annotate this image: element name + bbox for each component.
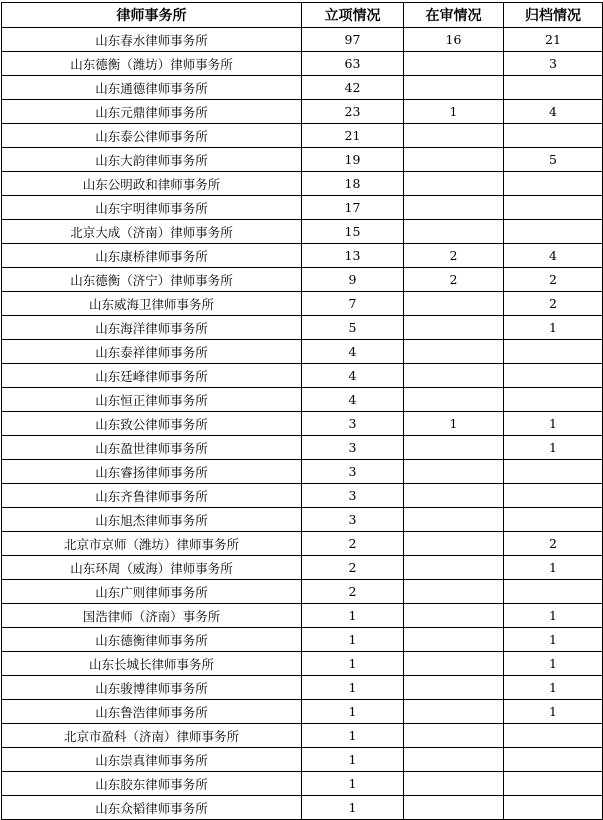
table-row [2,76,603,100]
filed-count-cell: 42 [302,76,404,100]
table-row [2,460,603,484]
pending-count-cell [404,748,504,772]
archived-count-cell: 1 [504,652,603,676]
pending-count-cell [404,532,504,556]
firm-name-cell: 山东宇明律师事务所 [2,196,302,220]
archived-count-cell: 1 [504,556,603,580]
header-row [2,3,603,28]
pending-count-cell [404,52,504,76]
pending-count-cell [404,196,504,220]
table-row [2,676,603,700]
archived-count-cell: 1 [504,628,603,652]
table-row [2,580,603,604]
pending-count-cell [404,508,504,532]
firm-name-cell: 山东春水律师事务所 [2,28,302,52]
table-row [2,772,603,796]
archived-count-cell: 2 [504,268,603,292]
firm-name-cell: 北京市盈科（济南）律师事务所 [2,724,302,748]
firm-name-cell: 山东胶东律师事务所 [2,772,302,796]
filed-count-cell: 23 [302,100,404,124]
firm-name-cell: 山东长城长律师事务所 [2,652,302,676]
firm-name-cell: 山东泰公律师事务所 [2,124,302,148]
firm-name-cell: 山东广则律师事务所 [2,580,302,604]
firm-name-cell: 山东鲁浩律师事务所 [2,700,302,724]
firm-name-cell: 山东元鼎律师事务所 [2,100,302,124]
table-row [2,388,603,412]
table-row [2,604,603,628]
firm-name-cell: 山东盈世律师事务所 [2,436,302,460]
table-row [2,292,603,316]
pending-count-cell [404,676,504,700]
archived-count-cell: 1 [504,700,603,724]
firm-name-cell: 北京大成（济南）律师事务所 [2,220,302,244]
filed-count-cell: 63 [302,52,404,76]
filed-count-cell: 2 [302,532,404,556]
table-row [2,628,603,652]
archived-count-cell: 4 [504,244,603,268]
table-row [2,556,603,580]
pending-count-cell [404,484,504,508]
pending-count-cell [404,604,504,628]
filed-count-cell: 7 [302,292,404,316]
archived-count-cell [504,196,603,220]
table-row [2,364,603,388]
table-row [2,484,603,508]
table-row [2,508,603,532]
firm-name-cell: 国浩律师（济南）事务所 [2,604,302,628]
table-row [2,268,603,292]
table-row [2,220,603,244]
pending-count-cell: 2 [404,268,504,292]
firm-name-cell: 山东崇真律师事务所 [2,748,302,772]
pending-count-cell [404,220,504,244]
filed-count-cell: 2 [302,556,404,580]
archived-count-cell [504,460,603,484]
pending-count-cell [404,340,504,364]
archived-count-cell [504,124,603,148]
header-pending: 在审情况 [404,3,504,28]
filed-count-cell: 1 [302,700,404,724]
firm-name-cell: 山东众韬律师事务所 [2,796,302,820]
archived-count-cell [504,796,603,820]
filed-count-cell: 4 [302,364,404,388]
archived-count-cell: 1 [504,436,603,460]
table-body [2,28,603,820]
table-row [2,52,603,76]
table-row [2,124,603,148]
archived-count-cell: 2 [504,532,603,556]
pending-count-cell [404,124,504,148]
pending-count-cell: 1 [404,100,504,124]
pending-count-cell [404,628,504,652]
filed-count-cell: 1 [302,772,404,796]
archived-count-cell [504,172,603,196]
pending-count-cell: 1 [404,412,504,436]
pending-count-cell [404,388,504,412]
archived-count-cell: 21 [504,28,603,52]
pending-count-cell [404,436,504,460]
pending-count-cell [404,292,504,316]
table-row [2,724,603,748]
pending-count-cell: 2 [404,244,504,268]
pending-count-cell [404,724,504,748]
filed-count-cell: 3 [302,484,404,508]
table-row [2,244,603,268]
pending-count-cell [404,796,504,820]
filed-count-cell: 1 [302,652,404,676]
table-header [2,3,603,28]
pending-count-cell [404,700,504,724]
filed-count-cell: 3 [302,436,404,460]
firm-name-cell: 山东睿扬律师事务所 [2,460,302,484]
firm-name-cell: 山东康桥律师事务所 [2,244,302,268]
firm-name-cell: 山东通德律师事务所 [2,76,302,100]
table-row [2,100,603,124]
archived-count-cell [504,364,603,388]
archived-count-cell [504,484,603,508]
pending-count-cell [404,148,504,172]
filed-count-cell: 3 [302,460,404,484]
firm-name-cell: 山东骏博律师事务所 [2,676,302,700]
pending-count-cell [404,556,504,580]
filed-count-cell: 3 [302,412,404,436]
header-archived: 归档情况 [504,3,603,28]
archived-count-cell: 3 [504,52,603,76]
archived-count-cell [504,76,603,100]
pending-count-cell [404,652,504,676]
filed-count-cell: 3 [302,508,404,532]
firm-name-cell: 山东海洋律师事务所 [2,316,302,340]
firm-name-cell: 山东廷峰律师事务所 [2,364,302,388]
header-firm: 律师事务所 [2,3,302,28]
table-row [2,148,603,172]
pending-count-cell [404,316,504,340]
table-row [2,652,603,676]
table-row [2,748,603,772]
archived-count-cell: 5 [504,148,603,172]
filed-count-cell: 19 [302,148,404,172]
table-row [2,436,603,460]
filed-count-cell: 21 [302,124,404,148]
archived-count-cell: 1 [504,412,603,436]
archived-count-cell: 1 [504,604,603,628]
pending-count-cell [404,460,504,484]
firm-name-cell: 山东恒正律师事务所 [2,388,302,412]
archived-count-cell [504,508,603,532]
filed-count-cell: 1 [302,604,404,628]
archived-count-cell [504,724,603,748]
table-row [2,172,603,196]
firm-name-cell: 山东旭杰律师事务所 [2,508,302,532]
filed-count-cell: 17 [302,196,404,220]
pending-count-cell: 16 [404,28,504,52]
archived-count-cell: 4 [504,100,603,124]
table-row [2,700,603,724]
firm-name-cell: 山东致公律师事务所 [2,412,302,436]
archived-count-cell [504,388,603,412]
archived-count-cell [504,772,603,796]
filed-count-cell: 1 [302,676,404,700]
archived-count-cell [504,580,603,604]
filed-count-cell: 5 [302,316,404,340]
pending-count-cell [404,772,504,796]
filed-count-cell: 4 [302,340,404,364]
firm-name-cell: 山东德衡（济宁）律师事务所 [2,268,302,292]
table-row [2,196,603,220]
pending-count-cell [404,364,504,388]
filed-count-cell: 15 [302,220,404,244]
firm-name-cell: 山东齐鲁律师事务所 [2,484,302,508]
filed-count-cell: 18 [302,172,404,196]
filed-count-cell: 1 [302,796,404,820]
archived-count-cell [504,748,603,772]
header-filed: 立项情况 [302,3,404,28]
archived-count-cell: 1 [504,676,603,700]
archived-count-cell: 1 [504,316,603,340]
table-row [2,532,603,556]
firm-name-cell: 山东大韵律师事务所 [2,148,302,172]
law-firm-table [1,2,603,820]
archived-count-cell [504,220,603,244]
table-row [2,316,603,340]
filed-count-cell: 9 [302,268,404,292]
firm-name-cell: 山东环周（威海）律师事务所 [2,556,302,580]
archived-count-cell [504,340,603,364]
filed-count-cell: 1 [302,724,404,748]
pending-count-cell [404,580,504,604]
filed-count-cell: 1 [302,628,404,652]
pending-count-cell [404,76,504,100]
filed-count-cell: 97 [302,28,404,52]
table-row [2,412,603,436]
pending-count-cell [404,172,504,196]
firm-name-cell: 山东威海卫律师事务所 [2,292,302,316]
firm-name-cell: 山东公明政和律师事务所 [2,172,302,196]
firm-name-cell: 北京市京师（潍坊）律师事务所 [2,532,302,556]
firm-name-cell: 山东德衡律师事务所 [2,628,302,652]
table-row [2,28,603,52]
firm-name-cell: 山东泰祥律师事务所 [2,340,302,364]
table-row [2,796,603,820]
filed-count-cell: 13 [302,244,404,268]
archived-count-cell: 2 [504,292,603,316]
filed-count-cell: 1 [302,748,404,772]
table-row [2,340,603,364]
filed-count-cell: 2 [302,580,404,604]
filed-count-cell: 4 [302,388,404,412]
firm-name-cell: 山东德衡（潍坊）律师事务所 [2,52,302,76]
